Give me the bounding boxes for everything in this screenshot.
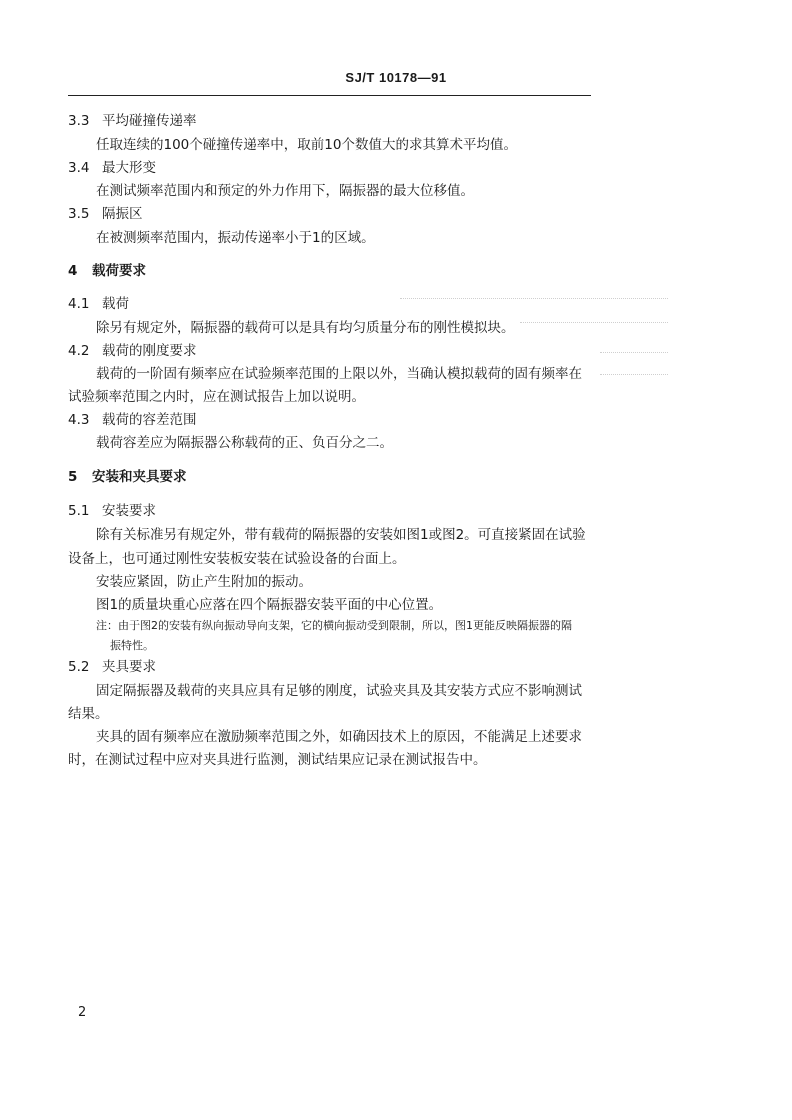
section-5-1-para3: 图1的质量块重心应落在四个隔振器安装平面的中心位置。 (96, 597, 443, 613)
section-title: 隔振区 (102, 206, 143, 222)
section-number: 4 (68, 263, 78, 279)
scan-artifact (600, 352, 668, 353)
section-title: 载荷的刚度要求 (102, 343, 197, 359)
section-4-2-text-line1: 载荷的一阶固有频率应在试验频率范围的上限以外，当确认模拟载荷的固有频率在 (96, 366, 582, 382)
section-3-4-heading (68, 158, 156, 178)
section-title: 载荷 (102, 296, 129, 312)
section-5-1-heading (68, 501, 156, 521)
section-3-5-text: 在被测频率范围内，振动传递率小于1的区域。 (96, 230, 375, 246)
section-4-1-heading (68, 294, 129, 314)
section-title: 安装和夹具要求 (92, 469, 187, 485)
section-5-1-note-line1: 注：由于图2的安装有纵向振动导向支架，它的横向振动受到限制，所以，图1更能反映隔振器的隔 (96, 619, 572, 632)
section-number: 4.2 (68, 343, 90, 359)
section-4-3-heading (68, 410, 197, 430)
section-5-2-heading (68, 657, 156, 677)
section-title: 平均碰撞传递率 (102, 113, 197, 129)
section-number: 4.1 (68, 296, 90, 312)
section-5-2-para2-line1: 夹具的固有频率应在激励频率范围之外，如确因技术上的原因，不能满足上述要求 (96, 729, 582, 745)
section-5-2-para1-line1: 固定隔振器及载荷的夹具应具有足够的刚度，试验夹具及其安装方式应不影响测试 (96, 683, 582, 699)
section-title: 夹具要求 (102, 659, 156, 675)
section-4-2-text-line2: 试验频率范围之内时，应在测试报告上加以说明。 (68, 389, 365, 405)
scan-artifact (520, 322, 668, 323)
section-3-3-heading (68, 111, 197, 131)
section-number: 3.5 (68, 206, 90, 222)
section-3-5-heading (68, 204, 143, 224)
section-3-3-text: 任取连续的100个碰撞传递率中，取前10个数值大的求其算术平均值。 (96, 137, 517, 153)
section-number: 4.3 (68, 412, 90, 428)
section-4-1-text: 除另有规定外，隔振器的载荷可以是具有均匀质量分布的刚性模拟块。 (96, 320, 515, 336)
section-number: 5.1 (68, 503, 90, 519)
section-title: 载荷的容差范围 (102, 412, 197, 428)
section-title: 最大形变 (102, 160, 156, 176)
section-title: 安装要求 (102, 503, 156, 519)
section-5-1-para2: 安装应紧固，防止产生附加的振动。 (96, 574, 312, 590)
document-code-header: SJ/T 10178—91 (345, 70, 447, 85)
section-5-2-para1-line2: 结果。 (68, 706, 109, 722)
section-5-heading (68, 467, 187, 487)
scan-artifact (600, 374, 668, 375)
section-number: 5.2 (68, 659, 90, 675)
section-title: 载荷要求 (92, 263, 146, 279)
section-3-4-text: 在测试频率范围内和预定的外力作用下，隔振器的最大位移值。 (96, 183, 474, 199)
page-number: 2 (78, 1005, 87, 1020)
section-number: 5 (68, 469, 78, 485)
section-5-1-note-line2: 振特性。 (110, 639, 154, 652)
scan-artifact (400, 298, 668, 299)
section-4-2-heading (68, 341, 197, 361)
section-5-1-para1-line2: 设备上，也可通过刚性安装板安装在试验设备的台面上。 (68, 551, 406, 567)
section-5-1-para1-line1: 除有关标准另有规定外，带有载荷的隔振器的安装如图1或图2。可直接紧固在试验 (96, 527, 586, 543)
section-5-2-para2-line2: 时，在测试过程中应对夹具进行监测，测试结果应记录在测试报告中。 (68, 752, 487, 768)
section-4-3-text: 载荷容差应为隔振器公称载荷的正、负百分之二。 (96, 435, 393, 451)
header-rule (68, 95, 591, 96)
section-number: 3.4 (68, 160, 90, 176)
section-4-heading (68, 261, 146, 281)
section-number: 3.3 (68, 113, 90, 129)
